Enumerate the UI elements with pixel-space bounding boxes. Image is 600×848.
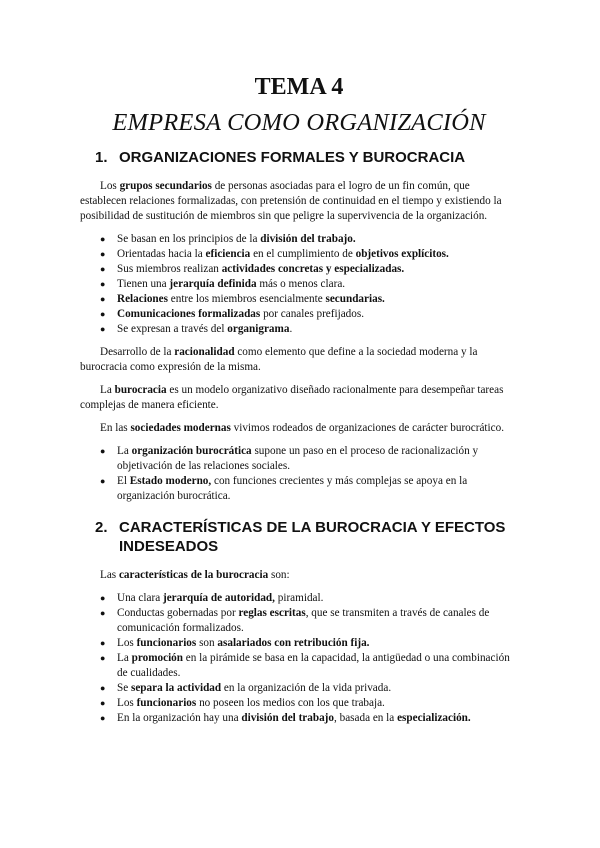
text-run: La [117,652,132,664]
bold-text: jerarquía de autoridad, [162,592,275,604]
bold-text: grupos secundarios [119,180,212,192]
bold-text: funcionarios [136,697,197,709]
text-run: Se expresan a través del [117,323,228,335]
text-run: El [117,475,130,487]
text-run: Los [117,637,137,649]
bullet-icon: ● [100,698,106,708]
bold-text: sociedades modernas [130,422,231,434]
section-1-heading [95,148,518,167]
section-2-heading [95,518,518,556]
text-run: en el cumplimiento de [250,248,356,260]
bullet-icon: ● [100,249,106,259]
text-run: en la pirámide se basa en la capacidad, la antigüedad o una combinación de cualidades. [117,652,510,679]
section-2-bullet-list [80,591,518,726]
bullet-icon: ● [100,683,106,693]
bold-text: eficiencia [205,248,251,260]
bold-text: racionalidad [174,346,235,358]
bullet-item [80,292,518,307]
bullet-icon: ● [100,446,106,456]
section-1-paragraph-racionalidad [80,345,518,375]
bullet-item [80,696,518,711]
section-1-paragraph-sociedades [80,421,518,436]
text-run: En la organización hay una [117,712,242,724]
section-1-intro-paragraph [80,179,518,224]
text-run: entre los miembros esencialmente [167,293,326,305]
bullet-item [80,711,518,726]
text-run: Los [117,697,137,709]
bullet-item [80,474,518,504]
bullet-item [80,247,518,262]
bold-text: funcionarios [136,637,197,649]
text-run: son [196,637,218,649]
bullet-item [80,651,518,681]
bullet-item [80,232,518,247]
bold-text: división del trabajo. [260,233,356,245]
bullet-item [80,681,518,696]
text-run: Se basan en los principios de la [117,233,261,245]
bullet-item [80,322,518,337]
bold-text: promoción [131,652,183,664]
bold-text: división del trabajo [241,712,334,724]
bold-text: burocracia [114,384,167,396]
text-run: , que se transmiten a través de canales de comunicación formalizados. [117,607,490,634]
bullet-icon: ● [100,476,106,486]
text-run: Sus miembros realizan [117,263,222,275]
bold-text: asalariados con retribución fija. [217,637,370,649]
bullet-item [80,262,518,277]
text-run: La [117,445,132,457]
bullet-icon: ● [100,264,106,274]
bold-text: objetivos explícitos. [355,248,449,260]
bullet-icon: ● [100,234,106,244]
text-run: Tienen una [117,278,170,290]
text-run: más o menos clara. [256,278,346,290]
text-run: . [289,323,293,335]
bold-text: organigrama [227,323,290,335]
bold-text: jerarquía definida [169,278,257,290]
text-run: por canales prefijados. [260,308,365,320]
bold-text: organización burocrática [131,445,252,457]
text-run: con funciones crecientes y más complejas se apoya en la organización burocrática. [117,475,468,502]
bullet-item [80,591,518,606]
bold-text: secundarias. [325,293,385,305]
bold-text: Estado moderno, [129,475,212,487]
text-run: Las [100,569,119,581]
section-2-title: CARACTERÍSTICAS DE LA BUROCRACIA Y EFECTOS INDESEADOS [119,519,506,555]
bullet-item [80,307,518,322]
bullet-item [80,636,518,651]
text-run: La [100,384,115,396]
section-1-number: 1. [95,149,108,166]
bold-text: separa la actividad [130,682,222,694]
text-run: supone un paso en el proceso de racionalización y objetivación de las relaciones sociales. [117,445,479,472]
section-1-paragraph-burocracia [80,383,518,413]
text-run: piramidal. [274,592,324,604]
text-run: Orientadas hacia la [117,248,206,260]
page-title: TEMA 4 [254,74,344,100]
text-run: vivimos rodeados de organizaciones de carácter burocrático. [230,422,504,434]
bold-text: especialización. [397,712,471,724]
page-subtitle: EMPRESA COMO ORGANIZACIÓN [112,109,486,136]
text-run: como elemento que define a la sociedad moderna y la burocracia como expresión de la misma. [80,346,478,373]
text-run: Los [100,180,120,192]
bullet-item [80,444,518,474]
section-2-intro-paragraph [80,568,518,583]
bullet-icon: ● [100,324,106,334]
bullet-icon: ● [100,309,106,319]
bold-text: reglas escritas [238,607,306,619]
text-run: , basada en la [334,712,398,724]
bullet-item [80,606,518,636]
bold-text: Comunicaciones formalizadas [117,308,261,320]
text-run: no poseen los medios con los que trabaja. [196,697,385,709]
bullet-icon: ● [100,713,106,723]
bullet-icon: ● [100,294,106,304]
text-run: de personas asociadas para el logro de un fin común, que establecen relaciones formalizadas, con pretensión de continuidad en el tiempo y existiendo la posibilidad de sustitución de miembros sin que peligre la supervivencia de la organización. [80,180,502,222]
bullet-icon: ● [100,608,106,618]
text-run: en la organización de la vida privada. [221,682,392,694]
section-2-number: 2. [95,519,108,536]
bullet-item [80,277,518,292]
text-run: Desarrollo de la [100,346,175,358]
bullet-icon: ● [100,279,106,289]
bold-text: características de la burocracia [118,569,269,581]
text-run: En las [100,422,131,434]
section-1-bullet-list-2 [80,444,518,504]
text-run: Una clara [117,592,163,604]
bold-text: Relaciones [117,293,168,305]
section-1-title: ORGANIZACIONES FORMALES Y BUROCRACIA [119,149,466,166]
section-1-bullet-list-1 [80,232,518,337]
text-run: es un modelo organizativo diseñado racionalmente para desempeñar tareas complejas de manera eficiente. [80,384,504,411]
text-run: son: [268,569,290,581]
text-run: Se [117,682,131,694]
bullet-icon: ● [100,653,106,663]
text-run: Conductas gobernadas por [117,607,239,619]
bullet-icon: ● [100,593,106,603]
bold-text: actividades concretas y especializadas. [221,263,405,275]
bullet-icon: ● [100,638,106,648]
